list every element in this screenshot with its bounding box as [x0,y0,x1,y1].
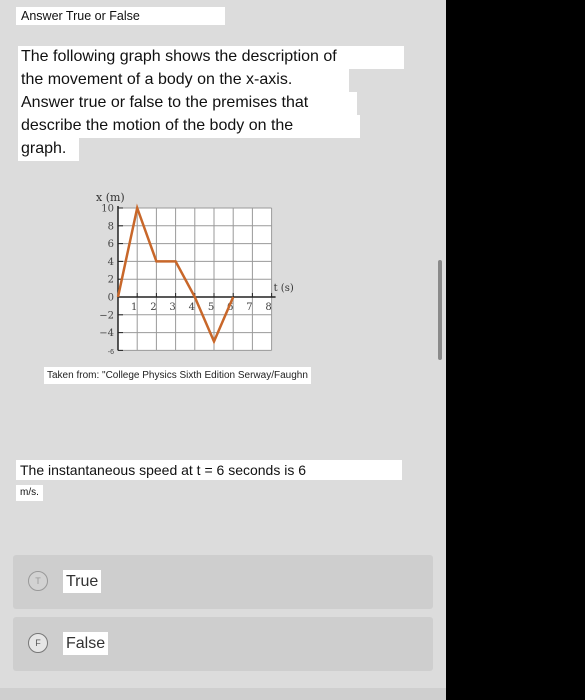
y-tick-label: 2 [107,274,114,286]
x-tick-label: 8 [265,302,272,313]
y-tick-label: 0 [107,292,114,304]
graph-source-caption: Taken from: "College Physics Sixth Edition Serway/Faughn [44,367,311,384]
x-tick-label: 2 [150,302,157,313]
premise-statement [16,460,402,501]
option-key-f: F [28,633,48,653]
x-tick-label: 5 [207,302,215,313]
x-tick-label: 6 [227,302,234,313]
option-false[interactable] [13,617,433,671]
option-label-true: True [63,570,101,593]
y-tick-label: -6 [107,348,114,356]
x-tick-label: 3 [169,302,176,313]
x-tick-label: 4 [188,302,195,313]
chart-svg [36,175,356,390]
y-tick-label: 10 [101,203,114,215]
x-axis-title: t (s) [273,283,294,294]
position-time-graph [36,175,356,390]
y-tick-label: 4 [107,256,114,268]
y-tick-label: −4 [99,328,114,340]
prompt-line: describe the motion of the body on the [18,115,360,138]
y-tick-label: −2 [99,310,114,322]
prompt-line: Answer true or false to the premises that [18,92,357,115]
prompt-line: graph. [18,138,79,161]
statement-unit: m/s. [16,485,43,501]
y-tick-label: 6 [107,239,114,251]
prompt-line: The following graph shows the description of [18,46,404,69]
option-label-false: False [63,632,108,655]
option-true[interactable] [13,555,433,609]
x-tick-label: 1 [131,302,138,313]
y-tick-label: 8 [107,221,114,233]
prompt-line: the movement of a body on the x-axis. [18,69,349,92]
option-key-t: T [28,571,48,591]
vertical-scrollbar[interactable] [438,260,442,360]
statement-text: The instantaneous speed at t = 6 seconds is 6 [16,460,402,480]
y-axis-title: x (m) [96,191,125,204]
x-tick-label: 7 [246,302,253,313]
question-prompt [18,46,404,161]
bottom-divider [0,688,446,700]
quiz-type-label: Answer True or False [16,7,225,25]
